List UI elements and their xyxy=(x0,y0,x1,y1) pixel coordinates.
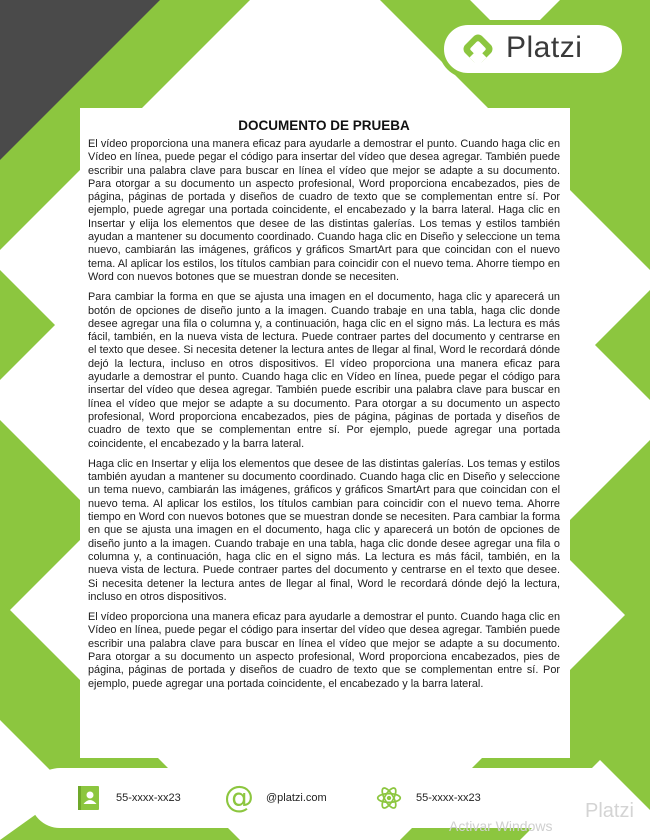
contact-book-icon xyxy=(76,785,102,811)
platzi-watermark: Platzi xyxy=(585,800,634,822)
platzi-logo-icon xyxy=(461,32,495,66)
footer-phone-2-text: 55-xxxx-xx23 xyxy=(416,792,481,804)
footer-email-text: @platzi.com xyxy=(266,792,327,804)
paragraph-1: El vídeo proporciona una manera eficaz para ayudarle a demostrar el punto. Cuando haga clic en Vídeo en línea, puede pegar el código para insertar del vídeo que desea agregar. También puede escribir una palabra clave para buscar en línea el vídeo que mejor se adapte a su documento. Para otorgar a su documento un aspecto profesional, Word proporciona encabezados, pies de página, páginas de portada y diseños de cuadro de texto que se complementan entre sí. Por ejemplo, puede agregar una portada coincidente, el encabezado y la barra lateral. Haga clic en Insertar y elija los elementos que desee de las distintas galerías. Los temas y estilos también ayudan a mantener su documento coordinado. Cuando haga clic en Diseño y seleccione un tema nuevo, cambiarán las imágenes, gráficos y gráficos SmartArt para que coincidan con el nuevo tema. Al aplicar los estilos, los títulos cambian para coincidir con el nuevo tema. Ahorre tiempo en Word con nuevos botones que se muestran donde se necesiten. xyxy=(88,138,560,283)
bg-shape-left-upper xyxy=(0,270,55,380)
atom-icon xyxy=(376,785,402,811)
footer-phone-1-text: 55-xxxx-xx23 xyxy=(116,792,181,804)
document-body xyxy=(88,118,560,698)
at-sign-icon: @ xyxy=(224,780,254,815)
bg-shape-right-upper xyxy=(595,290,650,400)
paragraph-3: Haga clic en Insertar y elija los elementos que desee de las distintas galerías. Los temas y estilos también ayudan a mantener su documento coordinado. Cuando haga clic en Diseño y seleccione un tema nuevo, cambiarán las imágenes, gráficos y gráficos SmartArt para que coincidan con el nuevo tema. Al aplicar los estilos, los títulos cambian para coincidir con el nuevo tema. Ahorre tiempo en Word con nuevos botones que se muestran donde se necesiten. Para cambiar la forma en que se ajusta una imagen en el documento, haga clic y aparecerá un botón de opciones de diseño junto a la imagen. Cuando trabaje en una tabla, haga clic donde desee agregar una fila o columna y, a continuación, haga clic en el signo más. La lectura es más fácil, también, en la nueva vista de lectura. Puede contraer partes del documento y centrarse en el texto que desee. Si necesita detener la lectura antes de llegar al final, Word le recordará dónde dejó la lectura, incluso en otros dispositivos. xyxy=(88,457,560,603)
platzi-logo-text: Platzi xyxy=(506,31,583,64)
activate-windows-notice: Activar Windows xyxy=(449,818,553,834)
platzi-logo xyxy=(439,20,627,78)
document-title: DOCUMENTO DE PRUEBA xyxy=(238,118,410,133)
footer-email xyxy=(226,768,327,828)
footer-phone-1 xyxy=(76,768,181,828)
paragraph-2: Para cambiar la forma en que se ajusta una imagen en el documento, haga clic y aparecerá un botón de opciones de diseño junto a la imagen. Cuando trabaje en una tabla, haga clic donde desee agregar una fila o columna y, a continuación, haga clic en el signo más. La lectura es más fácil, también, en la nueva vista de lectura. Puede contraer partes del documento y centrarse en el texto que desee. Si necesita detener la lectura antes de llegar al final, Word le recordará dónde dejó la lectura, incluso en otros dispositivos. El vídeo proporciona una manera eficaz para ayudarle a demostrar el punto. Cuando haga clic en Vídeo en línea, puede pegar el código para insertar del vídeo que desea agregar. También puede escribir una palabra clave para buscar en línea el vídeo que mejor se adapte a su documento. Para otorgar a su documento un aspecto profesional, Word proporciona encabezados, pies de página, páginas de portada y diseños de cuadro de texto que se complementan entre sí. Por ejemplo, puede agregar una portada coincidente, el encabezado y la barra lateral. xyxy=(88,291,560,450)
paragraph-4: El vídeo proporciona una manera eficaz para ayudarle a demostrar el punto. Cuando haga clic en Vídeo en línea, puede pegar el código para insertar del vídeo que desea agregar. También puede escribir una palabra clave para buscar en línea el vídeo que mejor se adapte a su documento. Para otorgar a su documento un aspecto profesional, Word proporciona encabezados, pies de página, páginas de portada y diseños de cuadro de texto que se complementan entre sí. Por ejemplo, puede agregar una portada coincidente, el encabezado y la barra lateral. xyxy=(88,611,560,690)
